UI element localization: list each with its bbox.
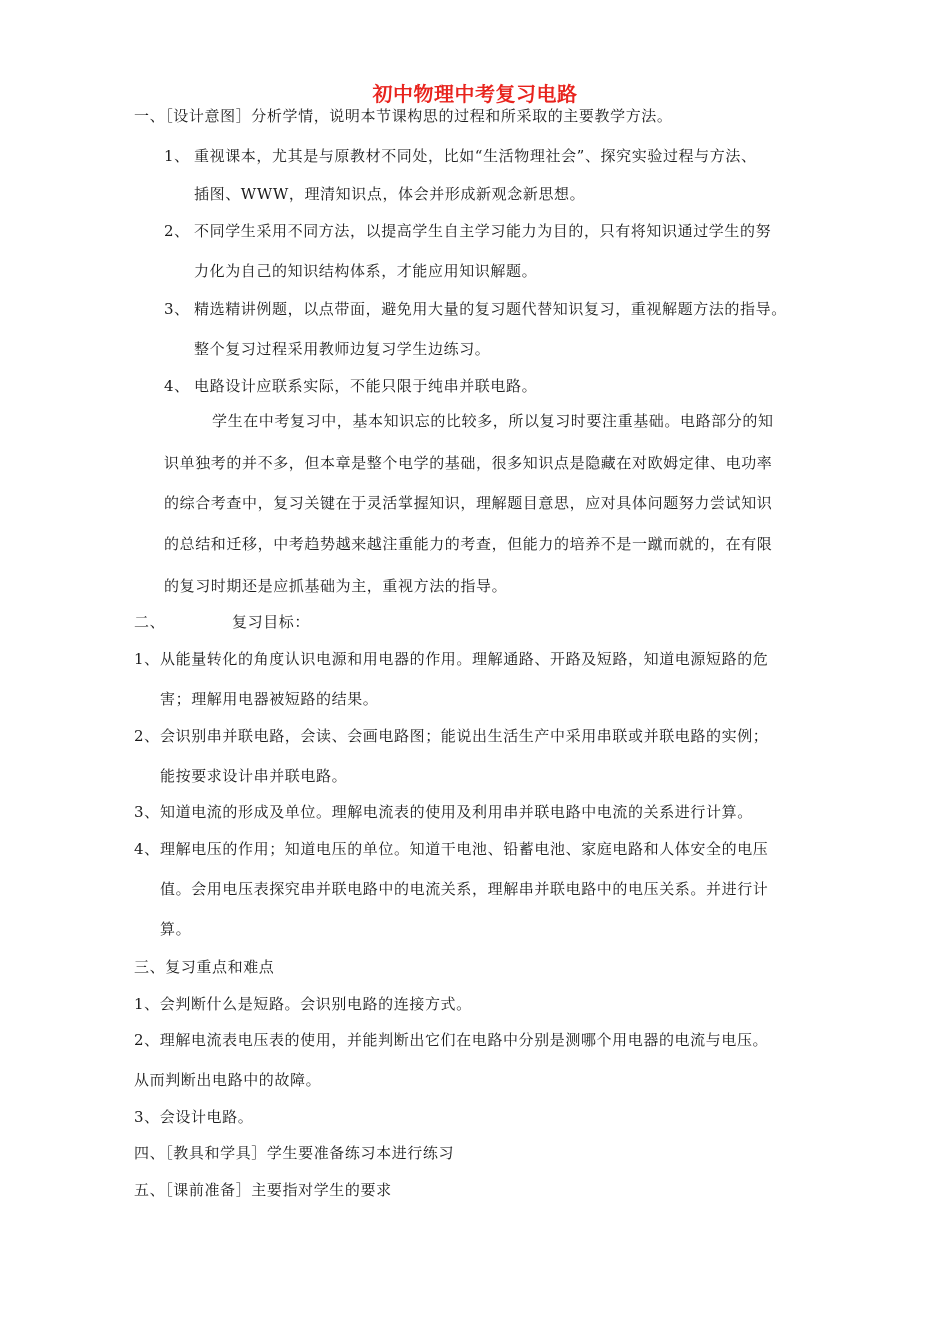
section1-item-1-line2: 插图、WWW，理清知识点，体会并形成新观念新思想。 xyxy=(194,185,586,203)
section1-item-3-line1: 精选精讲例题，以点带面，避免用大量的复习题代替知识复习，重视解题方法的指导。 xyxy=(194,300,787,318)
section1-item-4-num: 4、 xyxy=(164,377,190,395)
section4-heading: 四、［教具和学具］学生要准备练习本进行练习 xyxy=(134,1144,455,1162)
document-title: 初中物理中考复习电路 xyxy=(372,82,578,106)
section2-item-1-line1: 从能量转化的角度认识电源和用电器的作用。理解通路、开路及短路，知道电源短路的危 xyxy=(160,650,769,668)
section1-paragraph-line-4: 的总结和迁移，中考趋势越来越注重能力的考查，但能力的培养不是一蹴而就的，在有限 xyxy=(164,535,773,553)
section2-heading: 复习目标： xyxy=(232,613,311,631)
section2-item-1-num: 1、 xyxy=(134,650,160,668)
section2-item-1-line2: 害；理解用电器被短路的结果。 xyxy=(160,690,379,708)
section3-item-3: 3、会设计电路。 xyxy=(134,1108,254,1126)
section2-item-2-line2: 能按要求设计串并联电路。 xyxy=(160,767,348,785)
section1-item-3-num: 3、 xyxy=(164,300,190,318)
section1-item-2-line1: 不同学生采用不同方法，以提高学生自主学习能力为目的，只有将知识通过学生的努 xyxy=(194,222,772,240)
section2-item-4-line1: 理解电压的作用；知道电压的单位。知道干电池、铅蓄电池、家庭电路和人体安全的电压 xyxy=(160,840,769,858)
section2-num: 二、 xyxy=(134,613,166,631)
section1-item-3-line2: 整个复习过程采用教师边复习学生边练习。 xyxy=(194,340,491,358)
section2-item-3-num: 3、 xyxy=(134,803,160,821)
section1-item-2-line2: 力化为自己的知识结构体系，才能应用知识解题。 xyxy=(194,262,538,280)
section5-heading: 五、［课前准备］主要指对学生的要求 xyxy=(134,1181,392,1199)
section2-item-4-line2: 值。会用电压表探究串并联电路中的电流关系，理解串并联电路中的电压关系。并进行计 xyxy=(160,880,769,898)
section1-item-2-num: 2、 xyxy=(164,222,190,240)
section1-item-1-line1: 重视课本，尤其是与原教材不同处，比如“生活物理社会”、探究实验过程与方法、 xyxy=(194,147,757,165)
section3-item-1: 1、会判断什么是短路。会识别电路的连接方式。 xyxy=(134,995,472,1013)
section2-item-2-line1: 会识别串并联电路，会读、会画电路图；能说出生活生产中采用串联或并联电路的实例； xyxy=(160,727,769,745)
section1-paragraph-line-5: 的复习时期还是应抓基础为主，重视方法的指导。 xyxy=(164,577,508,595)
section3-heading: 三、复习重点和难点 xyxy=(134,958,275,976)
section1-heading: 一、［设计意图］分析学情，说明本节课构思的过程和所采取的主要教学方法。 xyxy=(134,107,673,125)
section2-item-2-num: 2、 xyxy=(134,727,160,745)
section2-item-3-line1: 知道电流的形成及单位。理解电流表的使用及利用串并联电路中电流的关系进行计算。 xyxy=(160,803,753,821)
section1-paragraph-line-3: 的综合考查中，复习关键在于灵活掌握知识，理解题目意思，应对具体问题努力尝试知识 xyxy=(164,494,773,512)
section1-item-1-num: 1、 xyxy=(164,147,190,165)
section1-paragraph-line-2: 识单独考的并不多，但本章是整个电学的基础，很多知识点是隐藏在对欧姆定律、电功率 xyxy=(164,454,773,472)
section1-paragraph-line-1: 学生在中考复习中，基本知识忘的比较多，所以复习时要注重基础。电路部分的知 xyxy=(212,412,774,430)
section1-item-4-line1: 电路设计应联系实际，不能只限于纯串并联电路。 xyxy=(194,377,538,395)
section3-item-2-continued: 从而判断出电路中的故障。 xyxy=(134,1071,322,1089)
section2-item-4-num: 4、 xyxy=(134,840,160,858)
section2-item-4-line3: 算。 xyxy=(160,920,192,938)
section3-item-2: 2、理解电流表电压表的使用，并能判断出它们在电路中分别是测哪个用电器的电流与电压。 xyxy=(134,1031,769,1049)
